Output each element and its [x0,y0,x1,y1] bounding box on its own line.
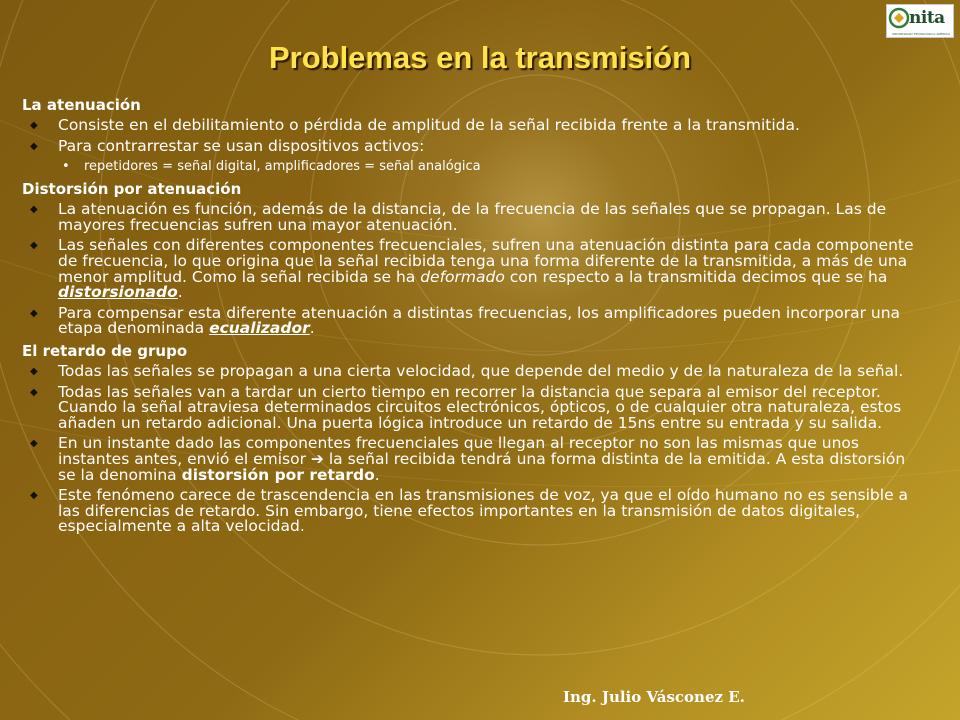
dot-bullet-icon: • [62,159,70,175]
logo-name: nita [909,8,945,28]
diamond-bullet-icon: ◆ [30,365,38,377]
slide-title: Problemas en la transmisión [268,40,692,75]
item-text: Para compensar esta diferente atenuación a distintas frecuencias, los amplificadores pueden incorporar una etapa denominada [58,303,901,338]
item-text: . [309,319,315,338]
item-text: Consiste en el debilitamiento o pérdida de amplitud de la señal recibida frente a la transmitida. [58,116,800,134]
logo-subtitle: UNIVERSIDAD TECNOLÓGICA AMÉRICA [891,32,951,36]
item-text: Para contrarrestar se usan dispositivos activos: [58,136,425,155]
item-text: con respecto a la transmitida decimos que se ha [504,267,888,286]
university-logo [886,4,954,38]
list-item [22,118,927,134]
list-item [22,303,927,338]
item-text: Todas las señales van a tardar un cierto tiempo en recorrer la distancia que separa al emisor del receptor. Cuando la señal atraviesa determinados circuitos electrónicos, ópticos, o de cualquier otra naturaleza, estos añaden un retardo adicional. Una puerta lógica introduce un retardo de 15ns entre su entrada y su salida. [58,382,902,432]
diamond-bullet-icon: ◆ [30,204,38,216]
item-text: Todas las señales se propagan a una cierta velocidad, que depende del medio y de la naturaleza de la señal. [58,361,904,380]
item-text: Las señales con diferentes componentes frecuenciales, sufren una atenuación distinta para cada componente de frecuencia, lo que origina que la señal recibida tenga una forma diferente de la transmitida, a más de una menor amplitud. Como la señal recibida se ha [58,236,914,286]
ecualizador-link[interactable]: ecualizador [209,319,310,338]
sub-item-text: repetidores = señal digital, amplificadores = señal analógica [84,159,481,175]
item-text: . [374,465,380,484]
diamond-bullet-icon: ◆ [30,307,38,319]
list-item [22,136,927,155]
heading-retardo: El retardo de grupo [22,341,188,360]
diamond-bullet-icon: ◆ [30,490,38,502]
heading-atenuacion: La atenuación [22,96,141,114]
list-item [22,361,927,380]
heading-distorsion: Distorsión por atenuación [22,180,242,199]
item-italic: deformado [420,267,505,286]
item-text: La atenuación es función, además de la distancia, de la frecuencia de las señales que se propagan. Las de mayores frecuencias sufren una mayor atenuación. [58,200,887,234]
item-text: la señal recibida tendrá una forma distinta de la emitida. A esta distorsión se la denomina [58,449,906,484]
item-text: . [177,283,183,302]
diamond-bullet-icon: ◆ [30,120,38,131]
item-text: Este fenómeno carece de trascendencia en las transmisiones de voz, ya que el oído humano no es sensible a las diferencias de retardo. Sin embargo, tiene efectos importantes en la transmisión de datos digitales, especialmente a alta velocidad. [58,486,909,536]
item-text: En un instante dado las componentes frecuenciales que llegan al receptor no son las mismas que unos instantes antes, envió el emisor [58,434,859,468]
list-item [22,488,927,535]
item-bold: distorsión por retardo [181,465,375,484]
diamond-bullet-icon: ◆ [30,140,38,152]
arrow-right-icon: ➔ [310,449,324,468]
sub-list-item [22,159,927,174]
list-item [22,382,927,432]
author-footer: Ing. Julio Vásconez E. [563,688,745,706]
list-item [22,238,927,300]
diamond-bullet-icon: ◆ [30,386,38,398]
diamond-bullet-icon: ◆ [30,240,38,252]
slide-content [22,96,927,540]
distorsionado-link[interactable]: distorsionado [58,283,178,302]
diamond-bullet-icon: ◆ [30,438,38,450]
list-item [22,202,927,233]
list-item [22,436,927,483]
